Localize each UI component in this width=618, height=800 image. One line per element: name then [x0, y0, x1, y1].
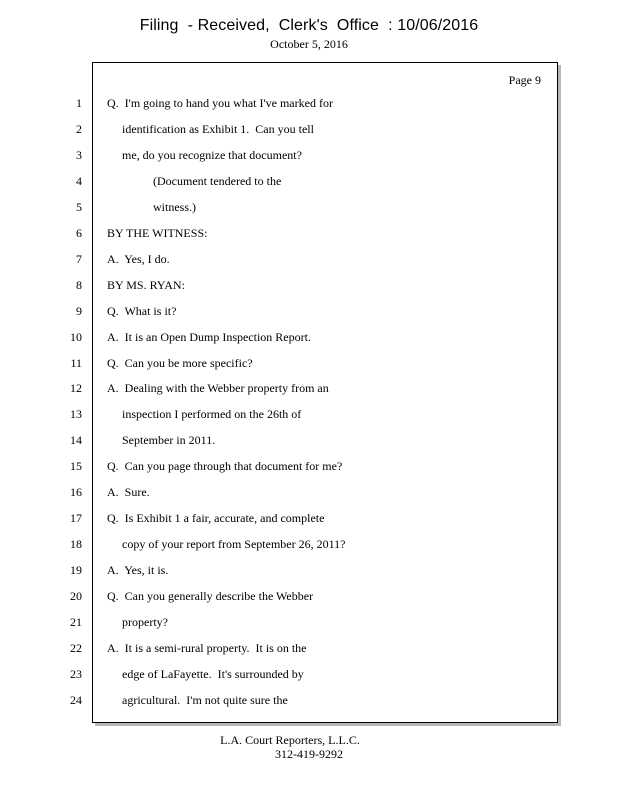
line-number: 13 — [70, 407, 82, 421]
transcript-line: A. Yes, it is. — [107, 563, 169, 577]
transcript-line: BY MS. RYAN: — [107, 278, 185, 292]
transcript-line: Q. Can you page through that document for me? — [107, 459, 343, 473]
line-number: 3 — [76, 148, 82, 162]
transcript-line: Q. Can you be more specific? — [107, 356, 253, 370]
line-number: 7 — [76, 252, 82, 266]
transcript-line: September in 2011. — [122, 433, 216, 447]
transcript-line: Q. Is Exhibit 1 a fair, accurate, and complete — [107, 511, 325, 525]
transcript-line: identification as Exhibit 1. Can you tell — [122, 122, 314, 136]
transcript-line: Q. What is it? — [107, 304, 177, 318]
line-number: 14 — [70, 433, 82, 447]
line-number: 21 — [70, 615, 82, 629]
transcript-page — [92, 62, 558, 723]
line-number: 18 — [70, 537, 82, 551]
line-number: 4 — [76, 174, 82, 188]
transcript-line: agricultural. I'm not quite sure the — [122, 693, 288, 707]
transcript-line: copy of your report from September 26, 2011? — [122, 537, 346, 551]
line-number: 1 — [76, 96, 82, 110]
page-number: Page 9 — [508, 73, 541, 87]
line-number: 19 — [70, 563, 82, 577]
transcript-date: October 5, 2016 — [270, 37, 348, 51]
transcript-line: BY THE WITNESS: — [107, 226, 208, 240]
line-number: 22 — [70, 641, 82, 655]
transcript-line: A. Dealing with the Webber property from an — [107, 381, 329, 395]
transcript-line: property? — [122, 615, 168, 629]
transcript-line: inspection I performed on the 26th of — [122, 407, 302, 421]
line-number: 2 — [76, 122, 82, 136]
footer-phone: 312-419-9292 — [275, 747, 343, 761]
line-number: 11 — [70, 356, 82, 370]
transcript-line: witness.) — [153, 200, 196, 214]
line-number: 9 — [76, 304, 82, 318]
transcript-line: edge of LaFayette. It's surrounded by — [122, 667, 304, 681]
line-number: 20 — [70, 589, 82, 603]
transcript-line: A. It is an Open Dump Inspection Report. — [107, 330, 311, 344]
line-number: 15 — [70, 459, 82, 473]
line-number: 17 — [70, 511, 82, 525]
filing-header: Filing - Received, Clerk's Office : 10/06/2016 — [139, 17, 479, 34]
transcript-line: (Document tendered to the — [153, 174, 282, 188]
transcript-line: A. Sure. — [107, 485, 150, 499]
line-number: 24 — [70, 693, 82, 707]
line-number: 6 — [76, 226, 82, 240]
line-number: 16 — [70, 485, 82, 499]
transcript-line: Q. Can you generally describe the Webber — [107, 589, 314, 603]
line-number: 12 — [70, 381, 82, 395]
transcript-line: me, do you recognize that document? — [122, 148, 302, 162]
transcript-line: Q. I'm going to hand you what I've marked for — [107, 96, 333, 110]
transcript-line: A. Yes, I do. — [107, 252, 170, 266]
line-number: 5 — [76, 200, 82, 214]
line-number: 8 — [76, 278, 82, 292]
line-number: 10 — [70, 330, 82, 344]
footer-company: L.A. Court Reporters, L.L.C. — [220, 733, 360, 747]
transcript-line: A. It is a semi-rural property. It is on the — [107, 641, 307, 655]
line-number: 23 — [70, 667, 82, 681]
